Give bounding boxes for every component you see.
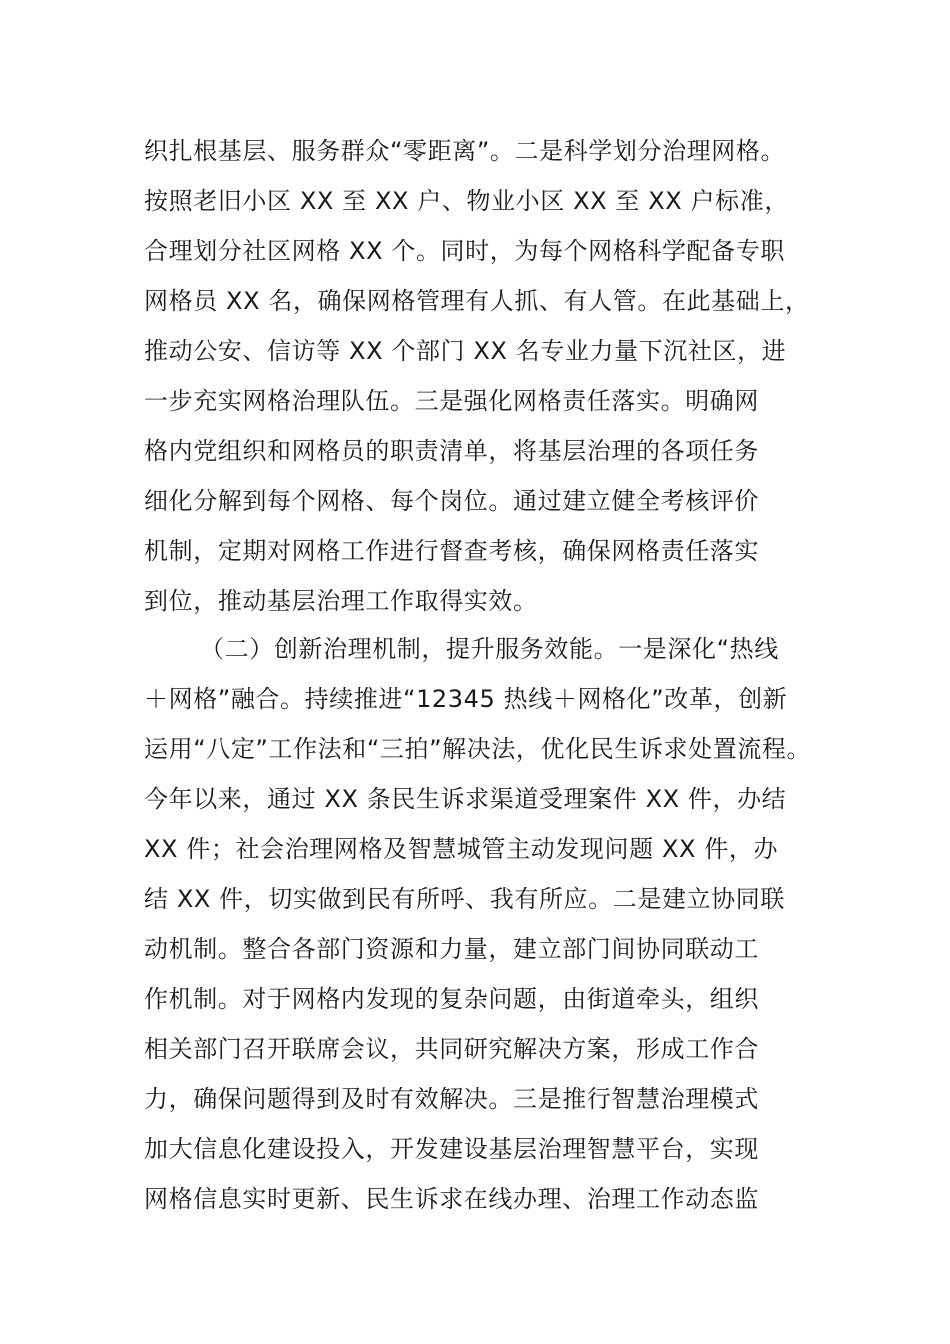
text-line-1: 织扎根基层、服务群众“零距离”。二是科学划分治理网格。 <box>144 137 786 165</box>
text-line-21: 加大信息化建设投入，开发建设基层治理智慧平台，实现 <box>144 1135 759 1163</box>
text-line-4: 网格员 XX 名，确保网格管理有人抓、有人管。在此基础上， <box>144 287 810 315</box>
text-line-13: 运用“八定”工作法和“三拍”解决法，优化民生诉求处置流程。 <box>144 735 812 763</box>
text-line-6: 一步充实网格治理队伍。三是强化网格责任落实。明确网 <box>144 387 759 415</box>
text-line-10: 到位，推动基层治理工作取得实效。 <box>144 587 538 615</box>
text-line-7: 格内党组织和网格员的职责清单，将基层治理的各项任务 <box>144 437 759 465</box>
text-line-15: XX 件；社会治理网格及智慧城管主动发现问题 XX 件，办 <box>144 835 779 863</box>
text-line-18: 作机制。对于网格内发现的复杂问题，由街道牵头，组织 <box>144 985 759 1013</box>
text-line-17: 动机制。整合各部门资源和力量，建立部门间协同联动工 <box>144 935 759 963</box>
text-line-2: 按照老旧小区 XX 至 XX 户、物业小区 XX 至 XX 户标准， <box>144 187 789 215</box>
text-line-16: 结 XX 件，切实做到民有所呼、我有所应。二是建立协同联 <box>144 885 785 913</box>
text-line-3: 合理划分社区网格 XX 个。同时，为每个网格科学配备专职 <box>144 237 785 265</box>
text-line-5: 推动公安、信访等 XX 个部门 XX 名专业力量下沉社区，进 <box>144 337 787 365</box>
text-line-9: 机制，定期对网格工作进行督查考核，确保网格责任落实 <box>144 537 759 565</box>
section-heading-line: （二）创新治理机制，提升服务效能。一是深化“热线 <box>200 635 779 663</box>
text-line-19: 相关部门召开联席会议，共同研究解决方案，形成工作合 <box>144 1035 759 1063</box>
text-line-8: 细化分解到每个网格、每个岗位。通过建立健全考核评价 <box>144 487 759 515</box>
text-line-22: 网格信息实时更新、民生诉求在线办理、治理工作动态监 <box>144 1185 759 1213</box>
text-line-20: 力，确保问题得到及时有效解决。三是推行智慧治理模式 <box>144 1085 759 1113</box>
text-line-14: 今年以来，通过 XX 条民生诉求渠道受理案件 XX 件，办结 <box>144 785 787 813</box>
text-line-12: ＋网格”融合。持续推进“12345 热线＋网格化”改革，创新 <box>144 685 788 713</box>
